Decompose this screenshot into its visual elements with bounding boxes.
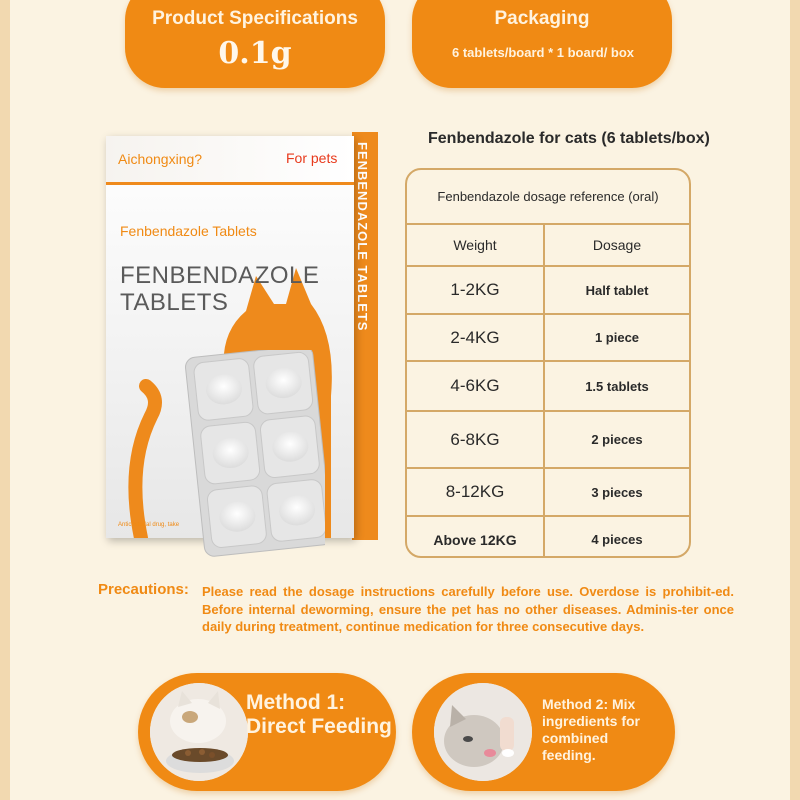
dose-cell: Half tablet [585,282,649,298]
weight-cell: 8-12KG [407,469,545,515]
table-row [407,412,689,469]
table-row [407,267,689,315]
dose-cell: 1 piece [594,330,640,345]
dosage-header-row [407,225,689,267]
dosage-table [405,168,691,558]
right-border-stripe [790,0,800,800]
box-subtitle: Fenbendazole Tablets [120,223,257,239]
packaging-value: 6 tablets/board * 1 board/ box [452,45,635,60]
precautions-text: Please read the dosage instructions carefully before use. Overdose is prohibit-ed. Before internal deworming, ensure the pet has no other diseases. Adminis-ter once daily during treatment, continue medication for three consecutive days. [202,584,734,634]
spec-pill [125,0,385,88]
dosage-heading: Fenbendazole for cats (6 tablets/box) [428,130,710,147]
dosage-table-caption: Fenbendazole dosage reference (oral) [407,170,689,225]
dose-cell: 2 pieces [591,432,643,447]
left-border-stripe [0,0,10,800]
packaging-title: Packaging [494,8,590,29]
box-name-line2: TABLETS [120,289,229,316]
packaging-pill [412,0,672,88]
blister-pack-icon [175,350,325,560]
table-row [407,517,689,558]
brand-name: Aichongxing? [118,151,203,167]
product-box-side [352,132,378,540]
table-row [407,315,689,362]
box-footer-text: Anticestodal drug, take [118,522,180,528]
weight-cell: 2-4KG [407,315,545,360]
method-1-label: Method 1: Direct Feeding [246,691,392,738]
col-weight-header: Weight [407,225,545,265]
cat-eating-photo-icon [150,683,248,781]
box-product-name [120,262,319,316]
weight-cell: Above 12KG [407,517,545,558]
weight-cell: 4-6KG [407,362,545,410]
for-pets-badge: For pets [286,150,338,166]
spec-title: Product Specifications [152,8,358,29]
method-1-card [138,673,396,791]
box-name-line1: FENBENDAZOLE [120,262,320,289]
box-header-band [106,136,354,185]
precautions-label: Precautions: [98,581,189,598]
cat-licking-photo-icon [434,683,532,781]
weight-cell: 1-2KG [407,267,545,313]
method-2-label: Method 2: Mix ingredients for combined feeding. [542,696,641,763]
dose-cell: 3 pieces [591,484,643,500]
spec-value: 0.1g [218,36,292,71]
col-dosage-header: Dosage [592,237,642,253]
method-2-card [412,673,675,791]
table-row [407,469,689,517]
table-row [407,362,689,412]
box-side-text: FENBENDAZOLE TABLETS [355,142,370,332]
dose-cell: 4 pieces [591,532,643,547]
dose-cell: 1.5 tablets [585,378,649,394]
weight-cell: 6-8KG [407,412,545,467]
